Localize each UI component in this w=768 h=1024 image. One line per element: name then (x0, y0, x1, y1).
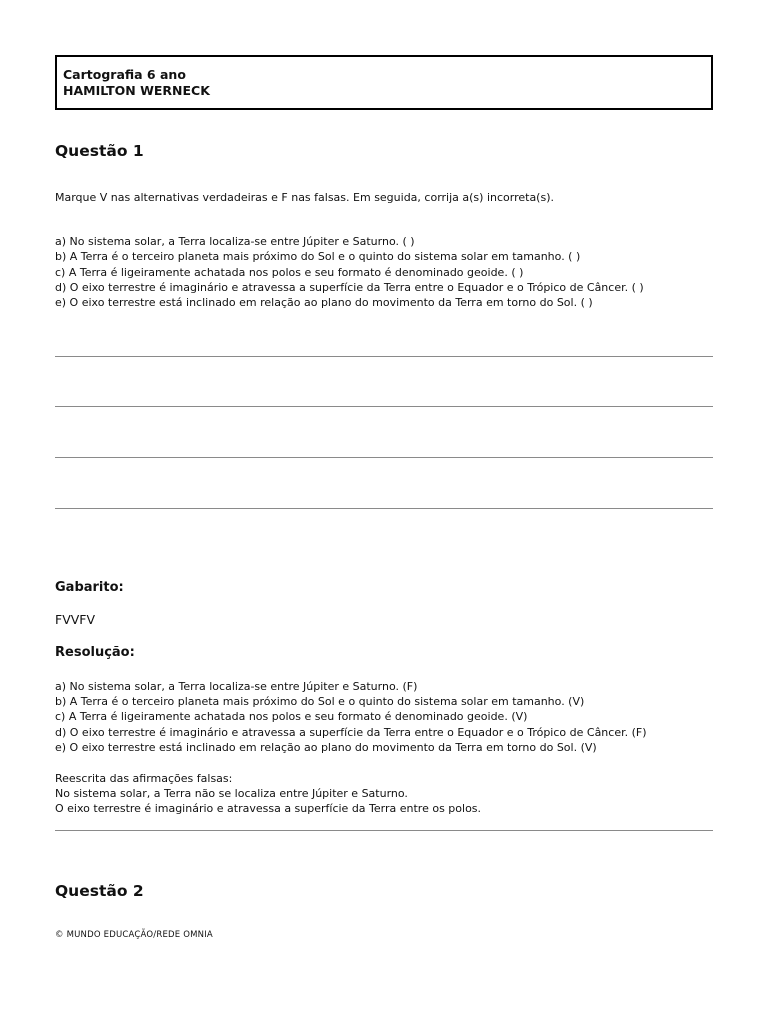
option-c: c) A Terra é ligeiramente achatada nos polos e seu formato é denominado geoide. ( ) (55, 265, 524, 279)
gabarito-label: Gabarito: (55, 580, 124, 595)
copyright-footer: © MUNDO EDUCAÇÃO/REDE OMNIA (55, 930, 213, 940)
section-divider (55, 830, 713, 831)
gabarito-value: FVVFV (55, 612, 96, 627)
answer-line (55, 406, 713, 407)
resolution-item-c: c) A Terra é ligeiramente achatada nos polos e seu formato é denominado geoide. (V) (55, 710, 528, 724)
question-1-title: Questão 1 (55, 142, 144, 160)
option-d: d) O eixo terrestre é imaginário e atravessa a superfície da Terra entre o Equador e o Trópico de Câncer. ( ) (55, 280, 644, 294)
answer-line (55, 356, 713, 357)
header-box (55, 55, 713, 110)
question-1-options (55, 234, 644, 310)
resolucao-label: Resolução: (55, 645, 135, 660)
rewrite-label: Reescrita das afirmações falsas: (55, 772, 233, 785)
question-2-title: Questão 2 (55, 882, 144, 900)
resolution-item-e: e) O eixo terrestre está inclinado em relação ao plano do movimento da Terra em torno do Sol. (V) (55, 740, 597, 754)
answer-line (55, 457, 713, 458)
option-e: e) O eixo terrestre está inclinado em relação ao plano do movimento da Terra em torno do Sol. ( ) (55, 296, 593, 310)
resolution-item-d: d) O eixo terrestre é imaginário e atravessa a superfície da Terra entre o Equador e o Trópico de Câncer. (F) (55, 725, 647, 739)
resolution-item-a: a) No sistema solar, a Terra localiza-se entre Júpiter e Saturno. (F) (55, 680, 418, 693)
document-author: HAMILTON WERNECK (63, 83, 210, 98)
rewrite-line: No sistema solar, a Terra não se localiza entre Júpiter e Saturno. (55, 787, 408, 801)
resolution-list (55, 679, 647, 755)
resolution-item-b: b) A Terra é o terceiro planeta mais próximo do Sol e o quinto do sistema solar em tamanho. (V) (55, 695, 585, 709)
option-a: a) No sistema solar, a Terra localiza-se entre Júpiter e Saturno. ( ) (55, 235, 415, 248)
option-b: b) A Terra é o terceiro planeta mais próximo do Sol e o quinto do sistema solar em tamanho. ( ) (55, 250, 581, 264)
rewrite-line: O eixo terrestre é imaginário e atravessa a superfície da Terra entre os polos. (55, 802, 482, 816)
document-title: Cartografia 6 ano (63, 67, 186, 82)
rewrite-block (55, 771, 481, 817)
question-1-instruction: Marque V nas alternativas verdadeiras e F nas falsas. Em seguida, corrija a(s) incorreta(s). (55, 191, 554, 204)
answer-line (55, 508, 713, 509)
